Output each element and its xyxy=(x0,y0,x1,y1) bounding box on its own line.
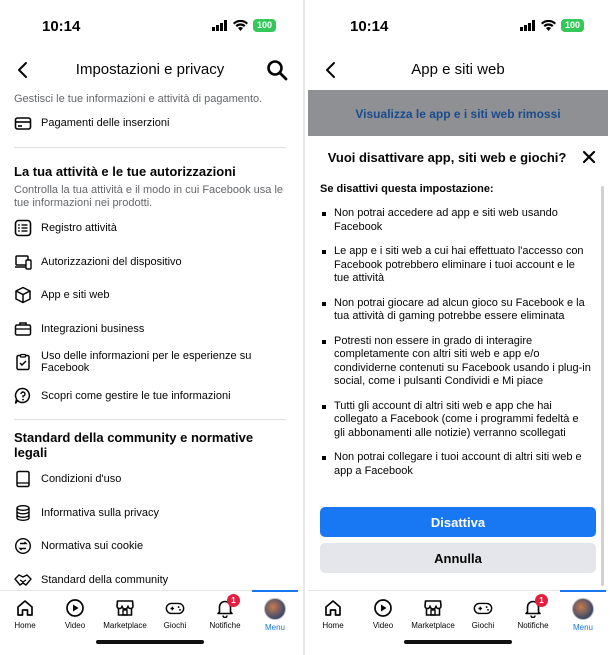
nav-tab-label: Notifiche xyxy=(209,621,241,630)
database-icon xyxy=(14,504,32,522)
list-item: Non potrai accedere ad app e siti web usando Facebook xyxy=(320,207,592,234)
payments-item[interactable] xyxy=(0,106,300,140)
avatar xyxy=(264,598,286,620)
settings-item-label: Scopri come gestire le tue informazioni xyxy=(41,389,231,402)
status-time: 10:14 xyxy=(42,18,81,35)
nav-tab-label: Menu xyxy=(264,623,285,632)
dialog-title: Vuoi disattivare app, siti web e giochi? xyxy=(327,150,567,165)
nav-tab-notifications[interactable] xyxy=(508,591,558,635)
close-icon[interactable] xyxy=(582,150,596,164)
battery-indicator: 100 xyxy=(561,19,584,32)
nav-tab-menu[interactable] xyxy=(250,591,300,635)
settings-item-manage-info[interactable] xyxy=(0,379,300,413)
settings-item-privacy-policy[interactable] xyxy=(0,496,300,530)
payments-description: Gestisci le tue informazioni e attività di pagamento. xyxy=(14,93,263,105)
dimmed-background xyxy=(308,90,608,136)
settings-item-cookie-policy[interactable] xyxy=(0,530,300,564)
screenshot-divider xyxy=(303,0,305,655)
settings-item-info-usage[interactable] xyxy=(0,346,300,380)
nav-tab-label: Home xyxy=(14,621,36,630)
cancel-button[interactable]: Annulla xyxy=(320,543,596,573)
settings-item-apps-websites[interactable] xyxy=(0,279,300,313)
bottom-navigation xyxy=(308,590,608,635)
nav-tab-games[interactable] xyxy=(458,591,508,635)
apps-websites-screen xyxy=(308,0,608,655)
list-item: Le app e i siti web a cui hai effettuato l'accesso con Facebook potrebbero eliminare i tuoi account e le tue attività xyxy=(320,245,592,286)
credit-card-icon xyxy=(14,114,32,132)
status-icons xyxy=(212,19,276,32)
nav-tab-label: Notifiche xyxy=(517,621,549,630)
settings-item-terms[interactable] xyxy=(0,463,300,497)
shop-icon xyxy=(115,598,135,618)
shop-icon xyxy=(423,598,443,618)
settings-item-device-permissions[interactable] xyxy=(0,245,300,279)
notification-badge: 1 xyxy=(535,594,548,607)
nav-tab-video[interactable] xyxy=(50,591,100,635)
settings-item-label: Integrazioni business xyxy=(41,322,145,335)
nav-tab-video[interactable] xyxy=(358,591,408,635)
nav-tab-label: Marketplace xyxy=(411,621,455,630)
dialog-scrollbar[interactable] xyxy=(601,186,604,586)
top-header xyxy=(308,52,608,88)
page-title: App e siti web xyxy=(411,61,505,78)
settings-item-business-integrations[interactable] xyxy=(0,312,300,346)
activity-section-description: Controlla la tua attività e il modo in cui Facebook usa le tue informazioni nei prodotti. xyxy=(14,183,284,209)
consequence-list xyxy=(320,207,592,478)
nav-tab-label: Marketplace xyxy=(103,621,147,630)
video-icon xyxy=(373,598,393,618)
search-icon[interactable] xyxy=(266,59,288,81)
nav-tab-label: Home xyxy=(322,621,344,630)
nav-tab-label: Video xyxy=(64,621,86,630)
list-item: Tutti gli account di altri siti web e app che hai collegato a Facebook (come i programmi fedeltà e gli abbonamenti alle notizie) verranno scollegati xyxy=(320,400,592,441)
wifi-icon xyxy=(541,20,556,31)
status-bar xyxy=(0,0,300,50)
devices-icon xyxy=(14,253,32,271)
nav-tab-marketplace[interactable] xyxy=(408,591,458,635)
nav-tab-menu[interactable] xyxy=(558,591,608,635)
home-indicator xyxy=(404,640,512,644)
status-icons xyxy=(520,19,584,32)
community-section-title: Standard della community e normative legali xyxy=(14,429,254,460)
list-item: Non potrai collegare i tuoi account di altri siti web e app a Facebook xyxy=(320,451,592,478)
section-divider xyxy=(14,419,286,420)
book-icon xyxy=(14,470,32,488)
page-title: Impostazioni e privacy xyxy=(75,61,225,78)
nav-tab-label: Giochi xyxy=(471,621,495,630)
nav-tab-label: Menu xyxy=(572,623,593,632)
nav-tab-notifications[interactable] xyxy=(200,591,250,635)
settings-item-activity-log[interactable] xyxy=(0,212,300,246)
settings-item-label: Informativa sulla privacy xyxy=(41,506,159,519)
payments-item-label: Pagamenti delle inserzioni xyxy=(41,116,170,129)
clipboard-check-icon xyxy=(14,353,32,371)
settings-privacy-screen xyxy=(0,0,300,655)
dialog-intro: Se disattivi questa impostazione: xyxy=(320,183,494,195)
list-item: Potresti non essere in grado di interagire completamente con altri siti web e app e/o condividerne contenuti su Facebook usando i plug-in social, come i pulsanti Condividi e Mi piace xyxy=(320,335,592,389)
settings-item-label: App e siti web xyxy=(41,289,110,302)
settings-item-label: Autorizzazioni del dispositivo xyxy=(41,255,182,268)
settings-item-label: Condizioni d'uso xyxy=(41,473,122,486)
home-icon xyxy=(15,598,35,618)
settings-item-label: Standard della community xyxy=(41,573,169,586)
bottom-navigation xyxy=(0,590,300,635)
status-time: 10:14 xyxy=(350,18,389,35)
confirm-dialog xyxy=(308,136,608,590)
settings-list xyxy=(0,90,300,597)
status-bar xyxy=(308,0,608,50)
notification-badge: 1 xyxy=(227,594,240,607)
home-icon xyxy=(323,598,343,618)
list-item: Non potrai giocare ad alcun gioco su Facebook e la tua attività di gaming potrebbe essere eliminata xyxy=(320,297,592,324)
nav-tab-home[interactable] xyxy=(308,591,358,635)
gamepad-icon xyxy=(473,598,493,618)
home-indicator xyxy=(96,640,204,644)
help-chat-icon xyxy=(14,387,32,405)
battery-indicator: 100 xyxy=(253,19,276,32)
sync-arrows-icon xyxy=(14,537,32,555)
nav-tab-home[interactable] xyxy=(0,591,50,635)
nav-tab-label: Video xyxy=(372,621,394,630)
dialog-body xyxy=(320,183,592,489)
nav-tab-marketplace[interactable] xyxy=(100,591,150,635)
deactivate-button[interactable]: Disattiva xyxy=(320,507,596,537)
avatar xyxy=(572,598,594,620)
section-divider xyxy=(14,147,286,148)
handshake-icon xyxy=(14,571,32,589)
removed-apps-link: Visualizza le app e i siti web rimossi xyxy=(355,107,561,121)
settings-item-label: Uso delle informazioni per le esperienze su Facebook xyxy=(41,350,252,375)
settings-item-label: Normativa sui cookie xyxy=(41,540,144,553)
list-icon xyxy=(14,219,32,237)
nav-tab-games[interactable] xyxy=(150,591,200,635)
top-header xyxy=(0,52,300,88)
signal-icon xyxy=(520,20,536,31)
signal-icon xyxy=(212,20,228,31)
settings-item-label: Registro attività xyxy=(41,222,117,235)
nav-tab-label: Giochi xyxy=(163,621,187,630)
briefcase-icon xyxy=(14,320,32,338)
gamepad-icon xyxy=(165,598,185,618)
activity-section-title: La tua attività e le tue autorizzazioni xyxy=(14,163,236,179)
video-icon xyxy=(65,598,85,618)
wifi-icon xyxy=(233,20,248,31)
cube-icon xyxy=(14,286,32,304)
